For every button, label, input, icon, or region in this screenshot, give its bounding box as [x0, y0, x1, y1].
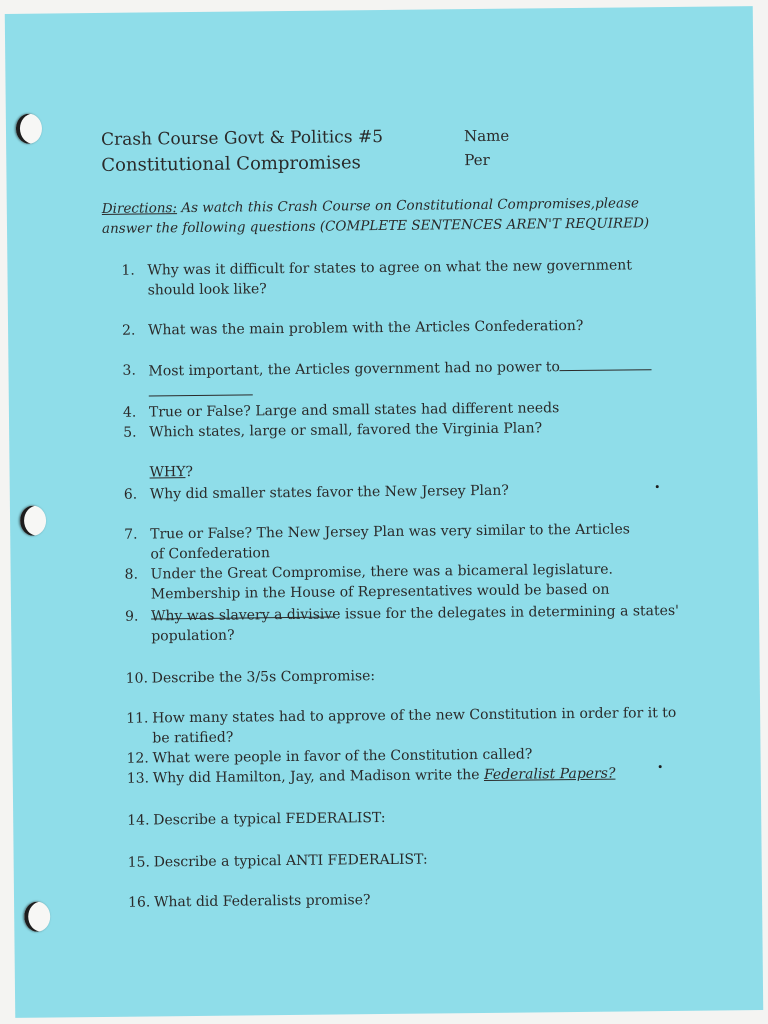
question-5 [123, 417, 684, 483]
punch-hole-middle [20, 506, 46, 536]
question-14 [127, 805, 687, 831]
question-number: 16. [127, 894, 151, 911]
question-1 [121, 255, 681, 301]
stray-mark [659, 765, 662, 768]
question-text: Why was it difficult for states to agree on what the new government should look like? [147, 257, 632, 299]
question-number: 15. [127, 854, 151, 871]
directions-text: As watch this Crash Course on Constitutional Compromises,please answer the following questions (COMPLETE SENTENCES AREN'T REQUIRED) [101, 195, 650, 237]
question-text: True or False? Large and small states had different needs [148, 400, 560, 421]
question-number: 8. [124, 566, 139, 583]
why-suffix: ? [185, 463, 194, 481]
question-text: Describe a typical FEDERALIST: [153, 810, 386, 829]
directions-label: Directions: [101, 200, 178, 217]
question-number: 5. [123, 424, 137, 441]
question-15 [128, 847, 688, 873]
answer-blank[interactable] [149, 380, 253, 396]
question-text: Under the Great Compromise, there was a bicameral legislature. Membership in the House of Representatives would be based on [150, 561, 614, 603]
question-number: 2. [122, 322, 136, 339]
per-label: Per [464, 150, 490, 170]
question-11 [126, 703, 686, 749]
why-label: WHY [149, 464, 186, 481]
question-text: Describe the 3/5s Compromise: [151, 668, 376, 687]
worksheet-subtitle: Constitutional Compromises [101, 152, 361, 176]
question-number: 4. [122, 404, 137, 421]
stray-mark [656, 485, 659, 488]
directions [102, 193, 692, 239]
answer-blank[interactable] [560, 355, 652, 371]
question-number: 12. [126, 750, 149, 767]
question-text: Why did smaller states favor the New Jersey Plan? [149, 482, 509, 503]
question-7 [124, 519, 684, 565]
question-number: 7. [124, 526, 138, 543]
question-text: True or False? The New Jersey Plan was very similar to the Articles of Confederation [150, 521, 631, 563]
question-text: How many states had to approve of the new Constitution in order for it to be ratified? [152, 704, 677, 747]
question-number: 14. [127, 812, 150, 829]
question-text: Why was slavery a divisive issue for the delegates in determining a states' population? [150, 602, 680, 645]
worksheet-page [5, 6, 763, 1018]
question-2 [122, 315, 682, 341]
question-text: Which states, large or small, favored the Virginia Plan? [149, 420, 543, 441]
question-number: 13. [126, 770, 150, 787]
name-label: Name [463, 126, 510, 146]
question-3 [122, 355, 682, 403]
question-text: What were people in favor of the Constitution called? [152, 746, 533, 767]
federalist-papers-title: Federalist Papers? [483, 765, 616, 783]
question-number: 1. [121, 262, 135, 279]
question-10 [126, 663, 686, 689]
punch-hole-bottom [24, 902, 50, 932]
punch-hole-top [16, 114, 42, 144]
question-number: 3. [122, 362, 136, 379]
question-text: What was the main problem with the Articles Confederation? [148, 317, 584, 339]
question-number: 6. [123, 486, 138, 503]
question-text: Most important, the Articles government had no power to [148, 359, 560, 380]
question-16 [128, 887, 688, 913]
question-number: 9. [124, 608, 139, 625]
question-number: 11. [126, 710, 149, 727]
question-text: Describe a typical ANTI FEDERALIST: [153, 851, 428, 871]
question-text: What did Federalists promise? [153, 892, 371, 911]
question-text: Why did Hamilton, Jay, and Madison write the [152, 766, 484, 787]
worksheet-title: Crash Course Govt & Politics #5 [100, 126, 384, 150]
question-number: 10. [125, 670, 149, 687]
question-6 [124, 479, 684, 505]
question-9 [125, 601, 685, 647]
